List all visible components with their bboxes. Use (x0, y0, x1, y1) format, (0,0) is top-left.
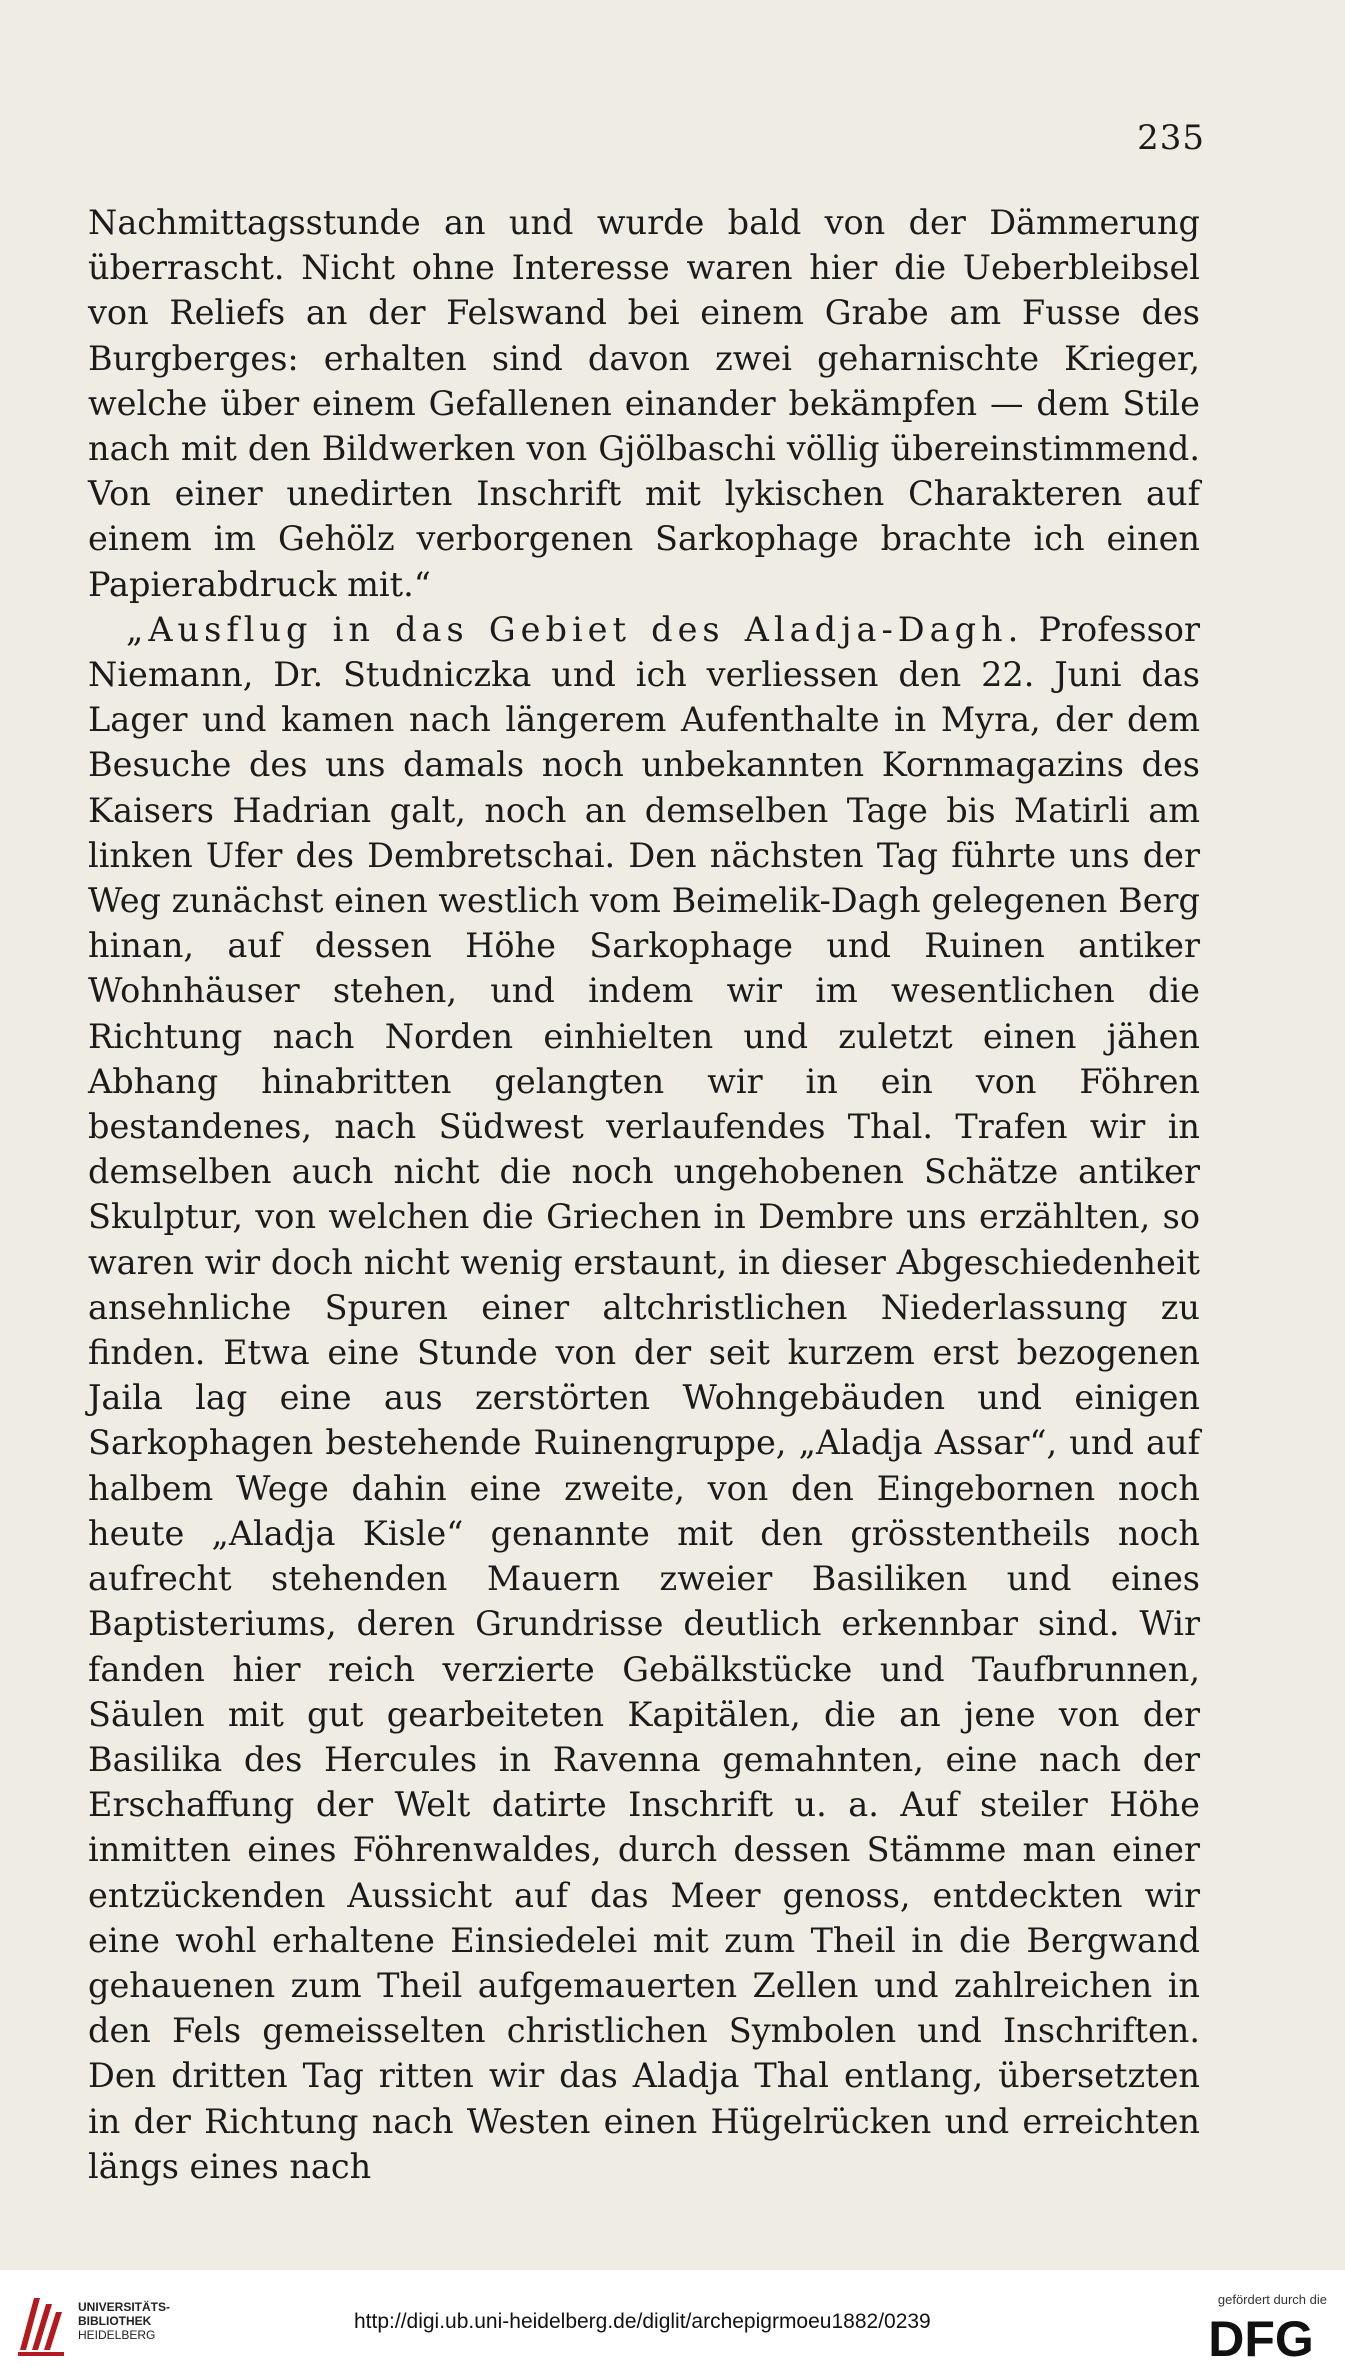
dfg-caption: gefördert durch die (1217, 2292, 1327, 2307)
body-text (88, 200, 1200, 2189)
permalink-url[interactable]: http://digi.ub.uni-heidelberg.de/diglit/archepigrmoeu1882/0239 (354, 2310, 931, 2333)
paragraph-1: Nachmittagsstunde an und wurde bald von der Dämmerung überrascht. Nicht ohne Interesse waren hier die Ueberbleibsel von Reliefs an der Felswand bei einem Grabe am Fusse des Burgberges: erhalten sind davon zwei geharnischte Krieger, welche über einem Gefallenen einander bekämpfen — dem Stile nach mit den Bildwerken von Gjölbaschi völlig übereinstimmend. Von einer unedirten Inschrift mit lykischen Charakteren auf einem im Gehölz verborgenen Sarkophage brachte ich einen Papierabdruck mit.“ (88, 203, 1200, 604)
paragraph-2-text: Professor Niemann, Dr. Studniczka und ich verliessen den 22. Juni das Lager und kamen nach längerem Aufenthalte in Myra, der dem Besuche des uns damals noch unbekannten Kornmagazins des Kaisers Hadrian galt, noch an demselben Tage bis Matirli am linken Ufer des Dembretschai. Den nächsten Tag führte uns der Weg zunächst einen westlich vom Beimelik-Dagh gelegenen Berg hinan, auf dessen Höhe Sarkophage und Ruinen antiker Wohnhäuser stehen, und indem wir im wesentlichen die Richtung nach Norden einhielten und zuletzt einen jähen Abhang hinabritten gelangten wir in ein von Föhren bestandenes, nach Südwest verlaufendes Thal. Trafen wir in demselben auch nicht die noch ungehobenen Schätze antiker Skulptur, von welchen die Griechen in Dembre uns erzählten, so waren wir doch nicht wenig erstaunt, in dieser Abgeschiedenheit ansehnliche Spuren einer altchristlichen Niederlassung zu finden. Etwa eine Stunde von der seit kurzem erst bezogenen Jaila lag eine aus zerstörten Wohngebäuden und einigen Sarkophagen bestehende Ruinengruppe, „Aladja Assar“, und auf halbem Wege dahin eine zweite, von den Eingebornen noch heute „Aladja Kisle“ genannte mit den grösstentheils noch aufrecht stehenden Mauern zweier Basiliken und eines Baptisteriums, deren Grundrisse deutlich erkennbar sind. Wir fanden hier reich verzierte Gebälkstücke und Taufbrunnen, Säulen mit gut gearbeiteten Kapitälen, die an jene von der Basilika des Hercules in Ravenna gemahnten, eine nach der Erschaffung der Welt datirte Inschrift u. a. Auf steiler Höhe inmitten eines Föhrenwaldes, durch dessen Stämme man einer entzückenden Aussicht auf das Meer genoss, entdeckten wir eine wohl erhaltene Einsiedelei mit zum Theil in die Bergwand gehauenen zum Theil aufgemauerten Zellen und zahlreichen in den Fels gemeisselten christlichen Symbolen und Inschriften. Den dritten Tag ritten wir das Aladja Thal entlang, übersetzten in der Richtung nach Westen einen Hügelrücken und erreichten längs eines nach (88, 609, 1200, 2186)
library-name (78, 2300, 170, 2342)
library-name-line-2: BIBLIOTHEK (78, 2314, 152, 2328)
page-number: 235 (1137, 118, 1205, 158)
footer-bar (0, 2270, 1345, 2371)
dfg-logo-text: DFG (1208, 2311, 1314, 2364)
university-library-heidelberg-logo-icon (14, 2290, 70, 2360)
paragraph-2 (88, 607, 1200, 2189)
dfg-logo-icon (1195, 2308, 1327, 2364)
section-heading: „Ausflug in das Gebiet des Aladja-Dagh. (126, 609, 1024, 649)
library-name-line-1: UNIVERSITÄTS- (78, 2300, 171, 2314)
library-name-line-3: HEIDELBERG (78, 2328, 156, 2342)
